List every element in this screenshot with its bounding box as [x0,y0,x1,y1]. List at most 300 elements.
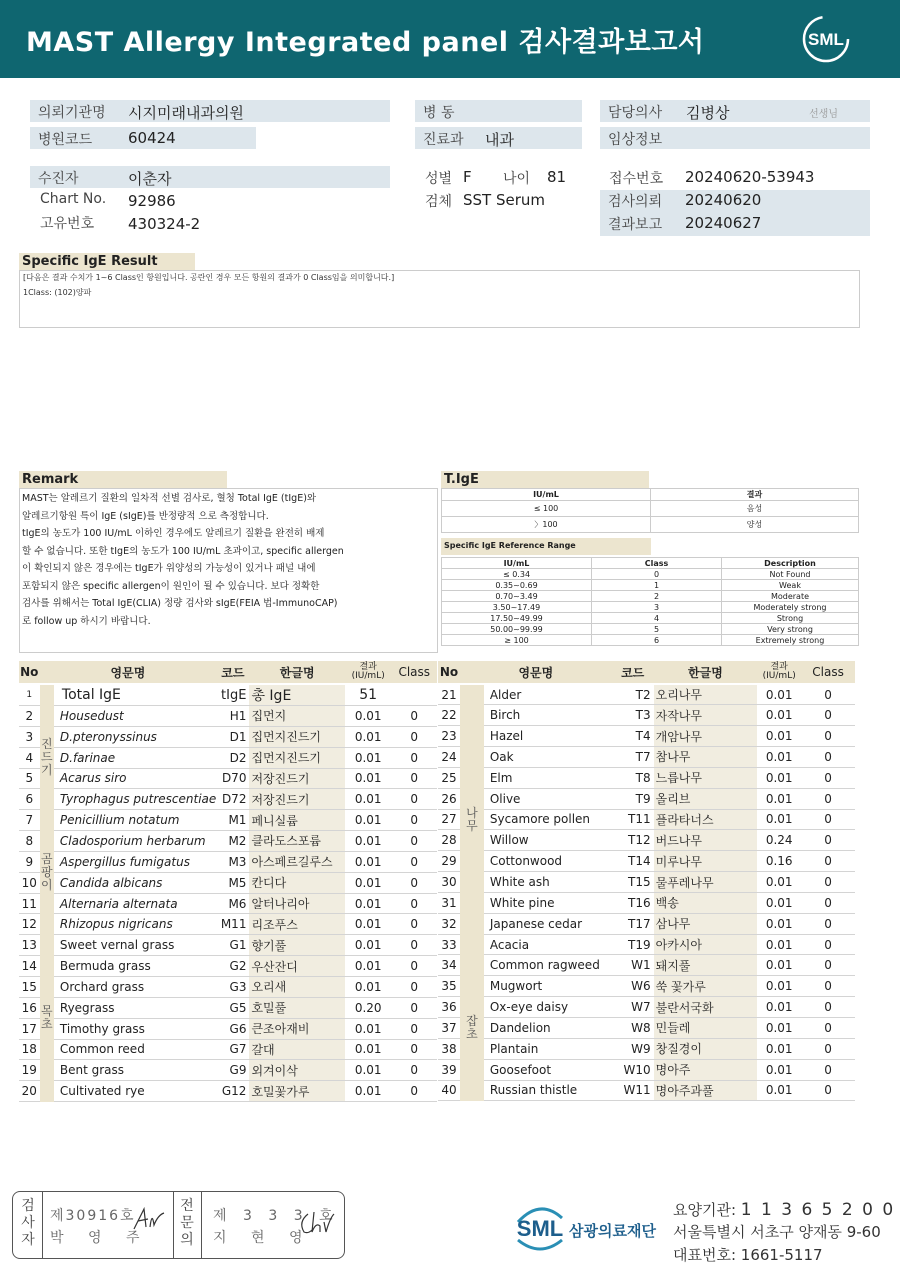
allergen-class: 0 [801,684,855,705]
specimen-label: 검체 [425,194,453,210]
col-no: No [438,661,460,684]
allergen-korean: 오리나무 [654,684,758,705]
allergen-class: 0 [801,872,855,893]
sex-label: 성별 [425,171,453,187]
allergen-english: Hazel [484,726,612,747]
allergen-korean: 개암나무 [654,726,758,747]
reference-cell: 0 [592,569,722,580]
row-no: 35 [438,976,460,997]
allergen-english: Sweet vernal grass [54,935,216,956]
allergen-class: 0 [392,851,438,872]
report-label: 결과보고 [608,217,663,233]
ward-label: 병 동 [423,105,455,121]
table-row [19,997,437,1018]
clinical-row [600,127,870,149]
tester-label: 검 사 자 [21,1198,35,1248]
allergen-result: 0.01 [757,747,801,768]
row-no: 31 [438,892,460,913]
allergen-class: 0 [801,1018,855,1039]
allergen-english: Birch [484,705,612,726]
row-no: 40 [438,1080,460,1101]
allergen-english: Rhizopus nigricans [54,914,216,935]
allergen-korean: 참나무 [654,747,758,768]
allergen-class: 0 [801,934,855,955]
row-no: 24 [438,747,460,768]
allergen-result: 0.01 [757,809,801,830]
dept-value: 내과 [485,131,514,149]
allergen-result: 0.01 [345,768,392,789]
row-no: 19 [19,1060,40,1081]
allergen-korean: 불란서국화 [654,997,758,1018]
tige-cell: 음성 [651,501,859,517]
allergen-code: T16 [612,892,654,913]
allergen-code: T9 [612,788,654,809]
allergen-korean: 큰조아재비 [249,1018,344,1039]
row-no: 2 [19,706,40,727]
allergen-code: W7 [612,997,654,1018]
chart-label: Chart No. [40,191,107,207]
allergen-code: W11 [612,1080,654,1101]
table-row [19,956,437,977]
reference-row [442,602,859,613]
allergen-english: Mugwort [484,976,612,997]
row-no: 21 [438,684,460,705]
allergen-code: D72 [216,789,249,810]
table-row [438,705,855,726]
allergen-english: Sycamore pollen [484,809,612,830]
allergen-result: 0.01 [757,934,801,955]
row-no: 11 [19,893,40,914]
allergen-result: 0.01 [757,788,801,809]
allergen-korean: 돼지풀 [654,955,758,976]
org-phone-line [673,1244,823,1265]
reference-cell: Moderate [722,591,859,602]
specific-ige-note: [다음은 결과 수치가 1~6 Class인 항원입니다. 공란인 경우 모든 항원의 결과가 0 Class임을 의미합니다.] [23,273,395,282]
allergen-code: G3 [216,976,249,997]
patient-value: 이춘자 [128,170,172,188]
group-cell [40,684,54,706]
reference-cell: Weak [722,580,859,591]
allergen-class: 0 [801,1059,855,1080]
request-label: 검사의뢰 [608,194,663,210]
row-no: 38 [438,1038,460,1059]
allergen-korean: 칸디다 [249,872,344,893]
allergen-code: T3 [612,705,654,726]
allergen-result: 0.01 [345,872,392,893]
allergen-class: 0 [801,705,855,726]
reference-cell: 3.50~17.49 [442,602,592,613]
allergen-result: 0.01 [757,997,801,1018]
hospital-code-row [30,127,256,149]
table-row [438,976,855,997]
remark-line: 알레르기항원 특이 IgE (sIgE)를 반정량적 으로 측정합니다. [22,510,269,522]
group-label: 곰 팡 이 [40,810,54,935]
allergen-class: 0 [392,1081,438,1102]
row-no: 15 [19,976,40,997]
allergen-english: White pine [484,892,612,913]
col-en: 영문명 [460,661,612,684]
allergen-english: Ox-eye daisy [484,997,612,1018]
expert-signature [296,1208,336,1242]
remark-line: 검사를 위해서는 Total IgE(CLIA) 정량 검사와 sIgE(FEIA 법-ImmunoCAP) [22,598,338,609]
reference-cell: Very strong [722,624,859,635]
row-no: 28 [438,830,460,851]
allergen-korean: 명아주과풀 [654,1080,758,1101]
age-value: 81 [547,168,567,186]
allergen-code: W8 [612,1018,654,1039]
row-no: 36 [438,997,460,1018]
row-no: 10 [19,872,40,893]
row-no: 12 [19,914,40,935]
row-no: 29 [438,851,460,872]
allergen-korean: 아스페르길루스 [249,851,344,872]
allergen-class: 0 [392,893,438,914]
allergen-result: 0.01 [757,872,801,893]
allergen-result: 0.01 [757,976,801,997]
tige-title: T.IgE [441,471,649,488]
reference-cell: 3 [592,602,722,613]
allergen-korean: 버드나무 [654,830,758,851]
allergen-english: Russian thistle [484,1080,612,1101]
allergen-class: 0 [801,851,855,872]
col-kr: 한글명 [249,661,344,684]
remark-line: tIgE의 농도가 100 IU/mL 이하인 경우에도 알레르기 질환을 완전히 배제 [22,528,325,539]
allergen-korean: 집먼지진드기 [249,726,344,747]
allergen-result: 0.01 [757,1059,801,1080]
reference-cell: 50.00~99.99 [442,624,592,635]
allergen-korean: 쑥 꽃가루 [654,976,758,997]
allergen-class: 0 [392,726,438,747]
reference-row [442,569,859,580]
allergen-korean: 우산잔디 [249,956,344,977]
allergen-english: Acarus siro [54,768,216,789]
allergen-korean: 아카시아 [654,934,758,955]
allergen-class: 0 [392,747,438,768]
ref-header: Class [592,558,722,569]
col-result [757,661,801,684]
allergen-english: Ryegrass [54,997,216,1018]
allergen-result: 0.01 [757,1038,801,1059]
tige-cell: 양성 [651,517,859,533]
allergen-korean: 플라타너스 [654,809,758,830]
ward-row [415,100,582,122]
allergen-class: 0 [392,997,438,1018]
group-label: 진 드 기 [40,706,54,810]
row-no: 7 [19,810,40,831]
row-no: 33 [438,934,460,955]
col-code: 코드 [216,661,249,684]
allergen-english: Common reed [54,1039,216,1060]
receipt-label: 접수번호 [609,171,664,187]
allergen-code: T7 [612,747,654,768]
allergen-english: Total IgE [54,684,216,706]
group-label: 목 초 [40,935,54,1102]
table-row [438,997,855,1018]
allergen-english: Cottonwood [484,851,612,872]
allergen-result: 0.01 [345,976,392,997]
reference-cell: 2 [592,591,722,602]
row-no: 39 [438,1059,460,1080]
allergen-class: 0 [801,1080,855,1101]
row-no: 6 [19,789,40,810]
table-row [19,706,437,727]
allergen-class: 0 [801,997,855,1018]
row-no: 17 [19,1018,40,1039]
reference-cell: 5 [592,624,722,635]
table-row [438,747,855,768]
allergen-class: 0 [801,913,855,934]
allergen-code: G1 [216,935,249,956]
group-label: 나 무 [460,684,484,955]
sex-value: F [463,168,472,186]
org-phone: 1661-5117 [740,1246,823,1264]
allergen-korean: 미루나무 [654,851,758,872]
allergen-class: 0 [392,768,438,789]
allergen-code: M6 [216,893,249,914]
allergen-result: 0.01 [345,726,392,747]
row-no: 18 [19,1039,40,1060]
row-no: 16 [19,997,40,1018]
allergen-english: Bent grass [54,1060,216,1081]
col-class: Class [801,661,855,684]
tester-signature [130,1205,170,1239]
sml-logo [800,14,852,64]
table-row [19,831,437,852]
table-row [19,976,437,997]
remark-line: 이 확인되지 않은 경우에는 tIgE가 위양성의 가능성이 있거나 패널 내에 [22,563,316,574]
allergen-code: M5 [216,872,249,893]
remark-line: 로 follow up 하시기 바랍니다. [22,615,151,627]
allergen-class: 0 [392,914,438,935]
table-row [438,934,855,955]
allergen-english: Candida albicans [54,872,216,893]
allergen-code: T2 [612,684,654,705]
hospital-row [30,100,390,122]
allergen-result: 0.01 [345,956,392,977]
allergen-korean: 오리새 [249,976,344,997]
allergen-english: Willow [484,830,612,851]
allergen-result: 0.16 [757,851,801,872]
dates-block [600,190,870,236]
dept-row [415,127,582,149]
allergen-code: D2 [216,747,249,768]
allergen-korean: 올리브 [654,788,758,809]
remark-title: Remark [19,471,227,488]
row-no: 37 [438,1018,460,1039]
allergen-result: 0.01 [345,706,392,727]
table-row [438,726,855,747]
row-no: 14 [19,956,40,977]
doctor-row [600,100,870,122]
allergen-class: 0 [801,976,855,997]
reference-cell: 0.35~0.69 [442,580,592,591]
allergen-korean: 향기풀 [249,935,344,956]
table-row [438,1080,855,1101]
allergen-english: Aspergillus fumigatus [54,851,216,872]
allergen-result: 0.01 [345,1039,392,1060]
reference-cell: 1 [592,580,722,591]
tester-name: 박 영 주 [50,1230,150,1246]
table-row [19,726,437,747]
allergen-code: D1 [216,726,249,747]
table-row [19,768,437,789]
row-no: 4 [19,747,40,768]
table-row [19,810,437,831]
col-result-unit: (IU/mL) [762,671,796,681]
row-no: 20 [19,1081,40,1102]
allergen-english: Goosefoot [484,1059,612,1080]
allergen-code: M2 [216,831,249,852]
row-no: 13 [19,935,40,956]
specific-ige-box [19,270,860,328]
allergen-class: 0 [801,955,855,976]
reference-title: Specific IgE Reference Range [441,538,651,555]
allergen-korean: 외겨이삭 [249,1060,344,1081]
allergen-code: tIgE [216,684,249,706]
allergen-english: Japanese cedar [484,913,612,934]
ref-header: IU/mL [442,558,592,569]
allergen-class: 0 [392,976,438,997]
allergen-code: H1 [216,706,249,727]
table-row [19,872,437,893]
allergen-english: Oak [484,747,612,768]
expert-label: 전 문 의 [180,1198,194,1248]
id-value: 430324-2 [128,215,201,233]
row-no: 34 [438,955,460,976]
allergen-result: 0.01 [345,831,392,852]
table-row [438,684,855,705]
row-no: 25 [438,767,460,788]
age-label: 나이 [503,171,531,187]
allergen-code: D70 [216,768,249,789]
allergen-class: 0 [392,872,438,893]
col-class: Class [392,661,438,684]
doctor-suffix: 선생님 [809,109,838,120]
table-row [19,1018,437,1039]
allergen-korean: 저장진드기 [249,789,344,810]
patient-label: 수진자 [38,171,79,187]
patient-row [30,166,390,188]
allergen-english: Olive [484,788,612,809]
col-result [345,661,392,684]
allergen-english: Dandelion [484,1018,612,1039]
col-en: 영문명 [40,661,217,684]
allergen-korean: 느릅나무 [654,767,758,788]
allergen-english: Cultivated rye [54,1081,216,1102]
allergen-class: 0 [392,810,438,831]
reference-cell: ≤ 0.34 [442,569,592,580]
allergen-code: G12 [216,1081,249,1102]
allergen-code: T4 [612,726,654,747]
allergen-korean: 페니실륨 [249,810,344,831]
id-label: 고유번호 [40,216,95,232]
table-row [19,1060,437,1081]
allergen-result: 51 [345,684,392,706]
table-row [19,789,437,810]
table-row [438,830,855,851]
allergen-class: 0 [801,830,855,851]
allergen-class: 0 [392,831,438,852]
reference-row [442,580,859,591]
allergen-result: 0.24 [757,830,801,851]
hospital-label: 의뢰기관명 [38,105,106,121]
allergen-english: D.pteronyssinus [54,726,216,747]
allergen-korean: 백송 [654,892,758,913]
allergen-result: 0.01 [757,913,801,934]
allergen-class: 0 [801,747,855,768]
reference-cell: Strong [722,613,859,624]
org-name: 삼광의료재단 [569,1222,656,1240]
row-no: 5 [19,768,40,789]
allergen-english: Bermuda grass [54,956,216,977]
allergen-result: 0.01 [345,1081,392,1102]
table-row [438,1059,855,1080]
row-no: 3 [19,726,40,747]
allergen-class: 0 [392,1060,438,1081]
allergen-code: T11 [612,809,654,830]
allergen-english: Alternaria alternata [54,893,216,914]
allergen-class [392,684,438,706]
allergen-code: G9 [216,1060,249,1081]
allergen-code: M3 [216,851,249,872]
allergen-code: M1 [216,810,249,831]
allergen-code: T8 [612,767,654,788]
remark-line: 할 수 없습니다. 또한 tIgE의 농도가 100 IU/mL 초과이고, specific allergen [22,545,344,557]
allergen-english: D.farinae [54,747,216,768]
reference-cell: 6 [592,635,722,646]
reference-cell: 17.50~49.99 [442,613,592,624]
allergen-result: 0.01 [345,851,392,872]
allergen-result: 0.01 [345,789,392,810]
allergen-class: 0 [392,935,438,956]
allergen-english: Cladosporium herbarum [54,831,216,852]
allergen-result: 0.01 [757,1080,801,1101]
tige-header-result: 결과 [651,489,859,501]
tige-cell: ≤ 100 [442,501,651,517]
doctor-value: 김병상 [686,104,730,122]
col-result-label: 결과 [770,662,788,672]
table-row [19,893,437,914]
allergen-result: 0.01 [345,1060,392,1081]
col-no: No [19,661,40,684]
reference-table [441,557,859,646]
allergen-korean: 창질경이 [654,1038,758,1059]
svg-text:SML: SML [808,30,844,49]
allergen-english: Acacia [484,934,612,955]
table-row [438,872,855,893]
row-no: 23 [438,726,460,747]
allergen-korean: 민들레 [654,1018,758,1039]
clinical-label: 임상정보 [608,132,663,148]
remark-line: MAST는 알레르기 질환의 일차적 선별 검사로, 혈청 Total IgE (tIgE)와 [22,493,317,504]
allergen-english: Plantain [484,1038,612,1059]
allergen-result: 0.01 [345,810,392,831]
allergen-code: G6 [216,1018,249,1039]
table-row [438,851,855,872]
report-value: 20240627 [685,214,762,232]
table-row [19,935,437,956]
allergen-korean: 리조푸스 [249,914,344,935]
allergen-english: Elm [484,767,612,788]
hospital-code-value: 60424 [128,129,176,147]
tige-cell: 〉100 [442,517,651,533]
remark-line: 포함되지 않은 specific allergen이 원인이 될 수 있습니다. 보다 정확한 [22,580,320,592]
allergen-korean: 클라도스포륨 [249,831,344,852]
row-no: 22 [438,705,460,726]
table-row [438,1018,855,1039]
table-row [19,851,437,872]
allergen-korean: 명아주 [654,1059,758,1080]
